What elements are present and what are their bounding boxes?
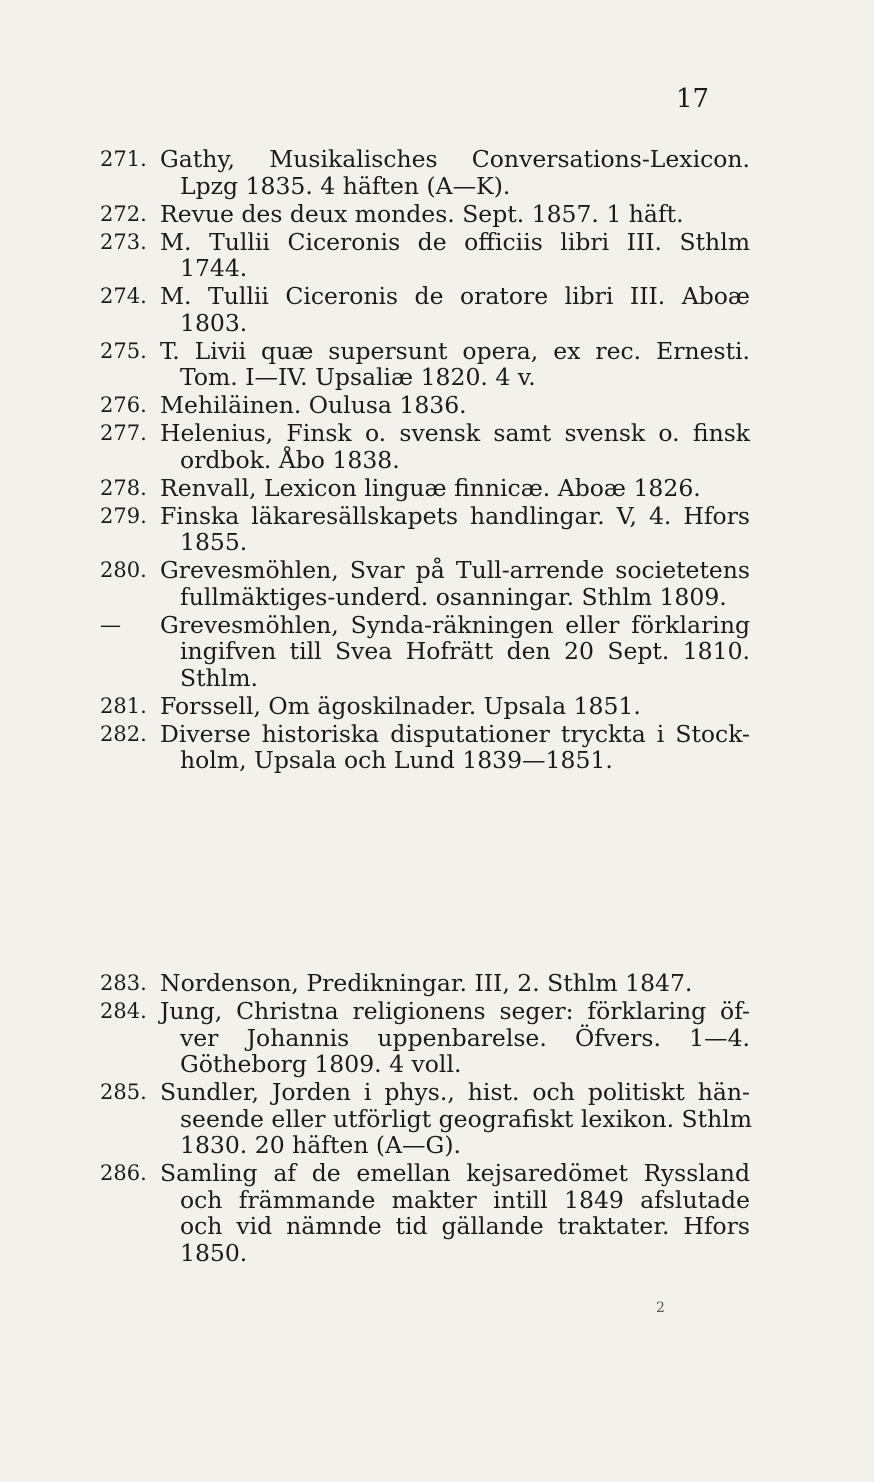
entry-number: 274. bbox=[100, 284, 147, 308]
entry-text bbox=[160, 998, 750, 1078]
entry-number: 285. bbox=[100, 1080, 147, 1104]
entry-number: 282. bbox=[100, 721, 147, 746]
entry-line: Finska läkaresällskapets handlingar. V, 4. Hfors bbox=[160, 501, 750, 530]
catalog-entry bbox=[100, 998, 750, 1078]
catalog-entry bbox=[100, 146, 750, 199]
catalog-entry bbox=[100, 201, 750, 228]
entry-text bbox=[160, 420, 750, 473]
catalog-entry bbox=[100, 283, 750, 336]
entry-list-upper bbox=[100, 146, 750, 775]
catalog-entry bbox=[100, 721, 750, 774]
entry-text bbox=[160, 475, 750, 502]
entry-number: — bbox=[100, 612, 121, 637]
entry-line: T. Livii quæ supersunt opera, ex rec. Ernesti. bbox=[160, 336, 750, 365]
entry-text bbox=[160, 392, 750, 419]
entry-line: Götheborg 1809. 4 voll. bbox=[180, 1050, 462, 1078]
entry-line: Nordenson, Predikningar. III, 2. Sthlm 1847. bbox=[160, 969, 693, 997]
entry-line: M. Tullii Ciceronis de officiis libri III. Sthlm bbox=[160, 227, 750, 256]
catalog-entry bbox=[100, 392, 750, 419]
entry-line: Sundler, Jorden i phys., hist. och politiskt hän- bbox=[160, 1078, 750, 1106]
catalog-entry bbox=[100, 1078, 753, 1159]
entry-number: 271. bbox=[100, 147, 147, 171]
entry-text bbox=[160, 146, 750, 199]
entry-text bbox=[160, 1078, 753, 1159]
entry-line: Samling af de emellan kejsaredömet Ryssland bbox=[160, 1159, 750, 1187]
entry-text bbox=[160, 338, 750, 391]
entry-line: Renvall, Lexicon linguæ finnicæ. Aboæ 1826. bbox=[160, 473, 701, 502]
entry-line: 1744. bbox=[180, 254, 248, 282]
entry-text bbox=[160, 229, 750, 282]
catalog-entry bbox=[100, 693, 750, 720]
entry-number: 279. bbox=[100, 503, 147, 528]
entry-line: holm, Upsala och Lund 1839—1851. bbox=[180, 746, 613, 774]
entry-text bbox=[160, 612, 750, 692]
entry-line: 1803. bbox=[180, 308, 248, 337]
entry-line: Diverse historiska disputationer tryckta i Stock- bbox=[160, 719, 750, 748]
entry-text bbox=[160, 693, 750, 720]
entry-line: Tom. I—IV. Upsaliæ 1820. 4 v. bbox=[180, 363, 536, 391]
entry-line: ver Johannis uppenbarelse. Öfvers. 1—4. bbox=[180, 1023, 750, 1052]
entry-line: och vid nämnde tid gällande traktater. Hfors bbox=[180, 1212, 750, 1240]
entry-text bbox=[160, 557, 750, 610]
page-number: 17 bbox=[676, 84, 710, 114]
entry-number: 276. bbox=[100, 393, 147, 417]
entry-line: Mehiläinen. Oulusa 1836. bbox=[160, 391, 467, 419]
entry-line: ordbok. Åbo 1838. bbox=[180, 445, 400, 474]
catalog-entry bbox=[100, 503, 750, 556]
entry-text bbox=[160, 721, 750, 774]
entry-line: seende eller utförligt geografiskt lexikon. Sthlm bbox=[180, 1104, 753, 1133]
catalog-entry bbox=[100, 229, 750, 282]
entry-line: 1830. 20 häften (A—G). bbox=[180, 1131, 461, 1159]
entry-text bbox=[160, 283, 750, 336]
entry-number: 281. bbox=[100, 693, 147, 718]
entry-number: 273. bbox=[100, 229, 147, 254]
entry-line: Forssell, Om ägoskilnader. Upsala 1851. bbox=[160, 691, 641, 720]
entry-text bbox=[160, 201, 750, 228]
entry-number: 278. bbox=[100, 475, 147, 500]
entry-line: Grevesmöhlen, Synda-räkningen eller förklaring bbox=[160, 610, 750, 639]
entry-text bbox=[160, 970, 750, 997]
catalog-entry bbox=[100, 612, 750, 692]
entry-line: Gathy, Musikalisches Conversations-Lexicon. bbox=[160, 145, 750, 173]
entry-line: Sthlm. bbox=[180, 663, 258, 692]
entry-line: Grevesmöhlen, Svar på Tull-arrende societetens bbox=[160, 556, 750, 584]
entry-number: 280. bbox=[100, 558, 147, 582]
entry-line: Lpzg 1835. 4 häften (A—K). bbox=[180, 171, 511, 200]
entry-line: 1850. bbox=[180, 1238, 248, 1267]
catalog-entry bbox=[100, 420, 750, 473]
entry-number: 277. bbox=[100, 421, 147, 445]
entry-text bbox=[160, 1160, 750, 1266]
catalog-entry bbox=[100, 970, 750, 997]
catalog-entry bbox=[100, 557, 750, 610]
entry-line: 1855. bbox=[180, 528, 248, 556]
entry-line: M. Tullii Ciceronis de oratore libri III. Aboæ bbox=[160, 282, 750, 310]
entry-line: Jung, Christna religionens seger: förklaring öf- bbox=[160, 997, 750, 1025]
catalog-entry bbox=[100, 338, 750, 391]
entry-line: fullmäktiges-underd. osanningar. Sthlm 1809. bbox=[180, 582, 727, 611]
entry-line: ingifven till Svea Hofrätt den 20 Sept. 1810. bbox=[180, 637, 750, 665]
entry-number: 272. bbox=[100, 201, 147, 226]
catalog-entry bbox=[100, 1160, 750, 1266]
entry-line: Helenius, Finsk o. svensk samt svensk o. finsk bbox=[160, 419, 750, 447]
entry-line: Revue des deux mondes. Sept. 1857. 1 häft. bbox=[160, 199, 684, 228]
signature-mark: 2 bbox=[656, 1300, 665, 1316]
entry-text bbox=[160, 503, 750, 556]
entry-number: 275. bbox=[100, 338, 147, 363]
entry-number: 284. bbox=[100, 999, 147, 1023]
entry-number: 286. bbox=[100, 1161, 147, 1185]
entry-list-lower bbox=[100, 969, 753, 1268]
catalog-entry bbox=[100, 475, 750, 502]
entry-number: 283. bbox=[100, 971, 147, 995]
entry-line: och främmande makter intill 1849 afslutade bbox=[180, 1185, 750, 1214]
